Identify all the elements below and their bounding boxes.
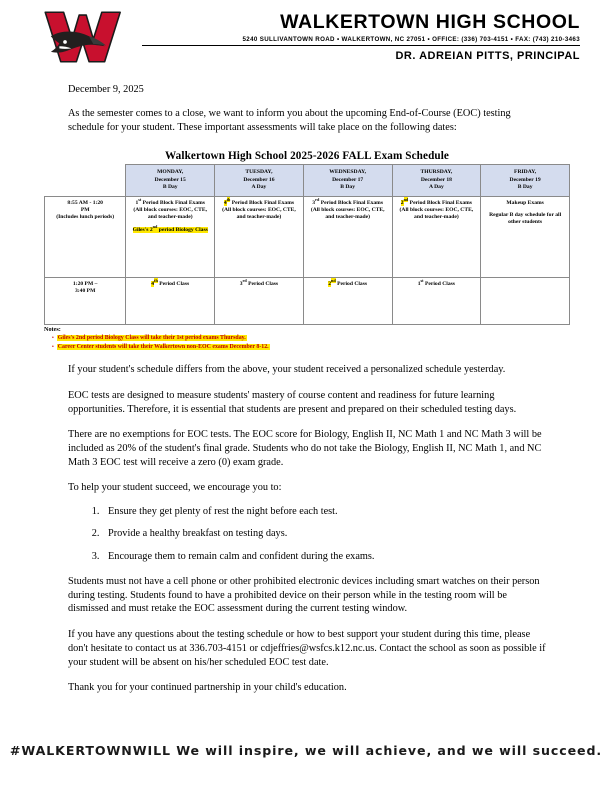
- devices-paragraph: Students must not have a cell phone or other prohibited electronic devices including smart watches on their person during testing. Students found to have a prohibited device on their person while in the testing room will be dismissed and must retake the EOC assessment during the current testing window.: [68, 576, 540, 615]
- row1-monday-extra-suffix: nd: [152, 223, 158, 229]
- row2-time-cell: [45, 277, 126, 324]
- header-friday: [481, 165, 570, 196]
- row2-monday-title: Period Class: [159, 280, 190, 287]
- wolfpack-w-logo-icon: [39, 8, 125, 66]
- list-item: 2. Provide a healthy breakfast on testing days.: [102, 527, 546, 540]
- row1-monday-exam: [128, 196, 212, 207]
- header-wednesday-day: WEDNESDAY,: [329, 169, 367, 176]
- row1-time-cell: [45, 196, 126, 277]
- list-item: [52, 334, 570, 343]
- exam-schedule-block: [0, 150, 612, 351]
- row1-wednesday-period-number: 3: [312, 199, 316, 206]
- row1-thursday-detail: (All block courses: EOC, CTE, and teacher-made): [399, 206, 474, 221]
- header-monday-date: December 15: [154, 176, 186, 183]
- principal-name: DR. ADREIAN PITTS, PRINCIPAL: [395, 50, 580, 63]
- row2-wednesday-title: Period Class: [337, 280, 368, 287]
- personalized-schedule-paragraph: If your student's schedule differs from the above, your student received a personalized schedule yesterday.: [68, 364, 506, 376]
- row1-wednesday-detail: (All block courses: EOC, CTE, and teacher-made): [310, 206, 385, 221]
- note-text-2: Career Center students will take their Walkertown non-EOC exams December 8-12.: [57, 343, 269, 350]
- row1-friday-title: Makeup Exams: [506, 199, 544, 206]
- row1-time-pm: PM: [80, 206, 90, 213]
- row2-wednesday-period-number: 2: [328, 280, 332, 287]
- list-item: 1. Ensure they get plenty of rest the night before each test.: [102, 505, 546, 518]
- row2-thursday-title: Period Class: [424, 280, 455, 287]
- header-friday-day: FRIDAY,: [514, 169, 537, 176]
- row2-monday-cell: [126, 277, 215, 324]
- row1-wednesday-cell: [303, 196, 392, 277]
- row1-monday-detail: (All block courses: EOC, CTE, and teacher-made): [133, 206, 208, 221]
- table-header-row: [45, 165, 570, 196]
- tips-list: [68, 505, 546, 563]
- header-thursday: [392, 165, 481, 196]
- schedule-title: Walkertown High School 2025-2026 FALL Exam Schedule: [165, 150, 449, 163]
- row1-monday-extra-number: 2: [149, 226, 153, 233]
- footer-slogan: #WALKERTOWNWILL We will inspire, we will achieve, and we will succeed.: [9, 743, 603, 758]
- header-friday-letterday: B Day: [517, 184, 533, 191]
- encourage-lead-paragraph: To help your student succeed, we encourage you to:: [68, 482, 282, 494]
- row1-monday-extra-tail: period Biology Class: [158, 226, 208, 233]
- header-friday-date: December 19: [509, 176, 541, 183]
- row1-monday-extra-highlight: Giles's 2nd period Biology Class: [132, 223, 208, 233]
- row2-thursday-period-suffix: st: [420, 277, 424, 283]
- table-row: [45, 196, 570, 277]
- header-tuesday: [215, 165, 304, 196]
- list-item: 3. Encourage them to remain calm and confident during the exams.: [102, 550, 546, 563]
- row2-tuesday-period-number: 3: [239, 280, 243, 287]
- header-corner-cell: [45, 165, 126, 196]
- row1-monday-cell: [126, 196, 215, 277]
- row2-monday-period-number: 4: [151, 280, 155, 287]
- letter-date: December 9, 2025: [68, 84, 144, 95]
- row1-tuesday-exam: [217, 196, 301, 207]
- header-thursday-day: THURSDAY,: [420, 169, 453, 176]
- row1-thursday-period-number: 2: [400, 199, 404, 206]
- row2-time-main: 1:20 PM –: [72, 280, 98, 287]
- letter-body-bottom: [0, 363, 612, 695]
- table-row: [45, 277, 570, 324]
- row1-tuesday-period-number: 4: [223, 199, 227, 206]
- intro-paragraph: As the semester comes to a close, we want to inform you about the upcoming End-of-Course (EOC) testing schedule for your student. These important assessments will take place on the following dates:: [68, 108, 511, 133]
- header-wednesday-letterday: B Day: [340, 184, 356, 191]
- row2-time-pm: 3:40 PM: [75, 287, 96, 294]
- row2-wednesday-cell: [303, 277, 392, 324]
- school-address: 5240 SULLIVANTOWN ROAD • WALKERTOWN, NC 27051 • OFFICE: (336) 703-4151 • FAX: (743) 210-3463: [142, 36, 580, 46]
- row1-friday-detail: Regular B day schedule for all other students: [489, 211, 562, 226]
- row1-friday-cell: [481, 196, 570, 277]
- row1-wednesday-exam: [306, 196, 390, 207]
- header-tuesday-day: TUESDAY,: [245, 169, 273, 176]
- row2-tuesday-cell: [215, 277, 304, 324]
- row2-thursday-cell: [392, 277, 481, 324]
- header-tuesday-date: December 16: [243, 176, 275, 183]
- row1-monday-period-number: 1: [135, 199, 139, 206]
- schedule-notes-list: [44, 334, 570, 352]
- row1-tuesday-cell: [215, 196, 304, 277]
- row1-tuesday-detail: (All block courses: EOC, CTE, and teacher-made): [222, 206, 296, 221]
- header-thursday-letterday: A Day: [428, 184, 444, 191]
- row1-monday-extra: [128, 223, 212, 234]
- header-monday-day: MONDAY,: [157, 169, 184, 176]
- note-text-1: Giles's 2nd period Biology Class will take their 1st period exams Thursday.: [57, 334, 246, 341]
- list-item: [52, 343, 570, 352]
- row2-friday-cell: [481, 277, 570, 324]
- row1-tuesday-title: Period Block Final Exams: [231, 199, 295, 206]
- row1-monday-title: Period Block Final Exams: [142, 199, 205, 206]
- row1-time-main: 8:55 AM - 1:20: [67, 199, 103, 206]
- contact-paragraph: If you have any questions about the testing schedule or how to best support your student during this time, please don't hesitate to contact us at 336.703-4151 or cdjeffries@wsfcs.k12.nc.us. Contact the school as soon as possible if your student will be absent on his/her scheduled EOC test date.: [68, 629, 546, 668]
- row1-time-note: (Includes lunch periods): [56, 214, 115, 221]
- row1-monday-period-suffix: st: [138, 196, 142, 202]
- header-wednesday: [303, 165, 392, 196]
- notes-label: Notes:: [44, 325, 61, 333]
- exam-schedule-table: [44, 164, 570, 324]
- row1-wednesday-period-suffix: rd: [315, 196, 320, 202]
- school-name: WALKERTOWN HIGH SCHOOL: [280, 11, 580, 33]
- exemptions-paragraph: There are no exemptions for EOC tests. The EOC score for Biology, English II, NC Math 1 and NC Math 3 will be included as 20% of the student's final grade. Students who do not take the Biology, English II, NC Math 1, and NC Math 3 EOC test will receive a zero (0) exam grade.: [68, 429, 542, 468]
- header-monday: [126, 165, 215, 196]
- row2-tuesday-period-suffix: rd: [242, 277, 247, 283]
- row2-tuesday-title: Period Class: [248, 280, 279, 287]
- row1-thursday-title: Period Block Final Exams: [409, 199, 472, 206]
- header-wednesday-date: December 17: [332, 176, 364, 183]
- row1-tuesday-period-suffix: th: [226, 196, 231, 202]
- header-monday-letterday: B Day: [162, 184, 178, 191]
- letterhead-text: [142, 6, 590, 62]
- row2-monday-period-suffix: th: [154, 277, 158, 283]
- letterhead: [0, 0, 612, 62]
- purpose-paragraph: EOC tests are designed to measure students' mastery of course content and readiness for future learning opportunities. Therefore, it is essential that students are present and prepared on their scheduled testing days.: [68, 389, 517, 415]
- row1-thursday-exam: [395, 196, 479, 207]
- row1-wednesday-title: Period Block Final Exams: [320, 199, 383, 206]
- school-logo: [22, 6, 142, 66]
- row2-thursday-period-number: 1: [417, 280, 421, 287]
- letter-body-top: [0, 84, 612, 134]
- header-thursday-date: December 18: [420, 176, 452, 183]
- row1-thursday-period-suffix: nd: [403, 196, 409, 202]
- thanks-paragraph: Thank you for your continued partnership in your child's education.: [68, 682, 347, 694]
- row1-thursday-cell: [392, 196, 481, 277]
- row2-wednesday-period-suffix: nd: [331, 277, 336, 283]
- header-tuesday-letterday: A Day: [251, 184, 267, 191]
